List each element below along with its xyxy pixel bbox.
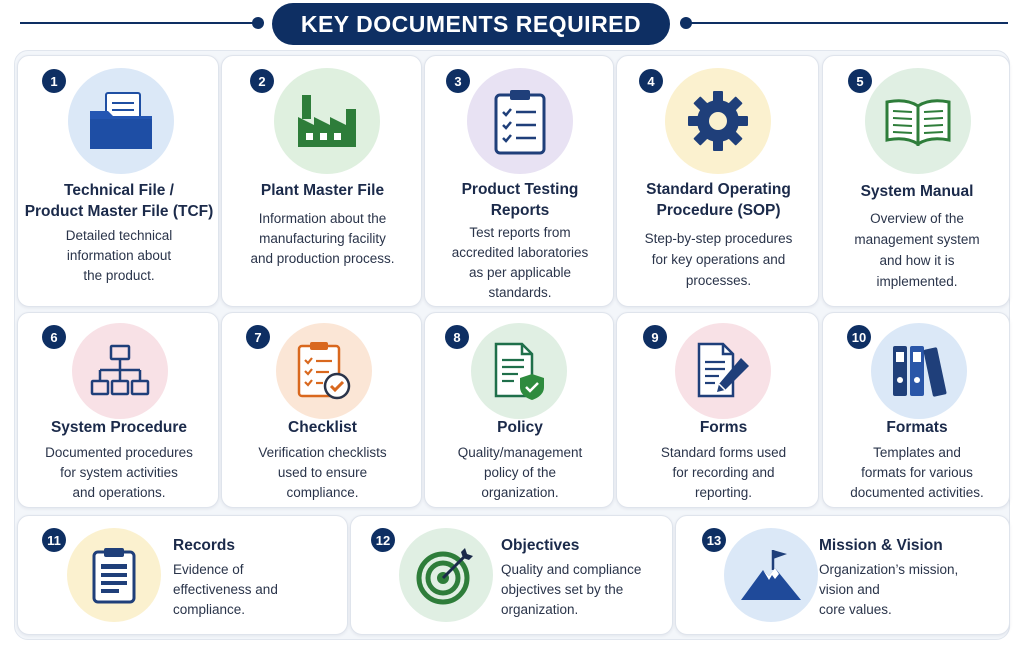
- document-card-system-procedure: [17, 312, 219, 508]
- number-badge: 8: [445, 325, 469, 349]
- card-description-line: for key operations and: [651, 252, 786, 267]
- card-description-line: formats for various: [861, 465, 973, 480]
- card-description-line: organization.: [501, 602, 579, 617]
- page-title: KEY DOCUMENTS REQUIRED: [272, 3, 670, 45]
- number-badge: 1: [42, 69, 66, 93]
- card-description-line: Verification checklists: [258, 445, 387, 460]
- card-description-line: Templates and: [873, 445, 961, 460]
- card-title: Formats: [886, 419, 948, 436]
- card-description-line: Documented procedures: [45, 445, 193, 460]
- icon-circle: [276, 323, 372, 419]
- card-description-line: Organization’s mission,: [819, 562, 959, 577]
- icon-circle: [399, 528, 493, 622]
- records-clipboard-icon: [90, 546, 138, 604]
- policy-shield-icon: [490, 340, 548, 402]
- icon-circle: [871, 323, 967, 419]
- form-pencil-icon: [693, 340, 753, 402]
- open-book-icon: [883, 96, 953, 146]
- factory-icon: [294, 91, 360, 151]
- number-badge: 11: [42, 528, 66, 552]
- header-line-right: [690, 22, 1008, 24]
- card-description-line: core values.: [819, 602, 892, 617]
- clipboard-checklist-icon: [492, 87, 548, 155]
- card-description-line: and operations.: [72, 485, 166, 500]
- number-badge: 3: [446, 69, 470, 93]
- card-description-line: Step-by-step procedures: [644, 231, 793, 246]
- card-title-line-2: Product Master File (TCF): [24, 203, 214, 220]
- card-description-line: documented activities.: [850, 485, 984, 500]
- card-title: System Manual: [860, 183, 974, 200]
- document-card-formats: [822, 312, 1010, 508]
- document-card-mission-vision: [675, 515, 1010, 635]
- document-card-technical-file: [17, 55, 219, 307]
- icon-circle: [67, 528, 161, 622]
- header-line-left: [20, 22, 258, 24]
- icon-circle: [675, 323, 771, 419]
- document-card-policy: [424, 312, 614, 508]
- card-description-line: used to ensure: [277, 465, 368, 480]
- number-badge: 2: [250, 69, 274, 93]
- card-description-line: organization.: [481, 485, 559, 500]
- document-card-checklist: [221, 312, 422, 508]
- icon-circle: [274, 68, 380, 174]
- gear-icon: [686, 89, 750, 153]
- flowchart-icon: [90, 343, 150, 399]
- card-description-line: information about: [66, 248, 172, 263]
- header-dot-left: [252, 17, 264, 29]
- card-description-line: Evidence of: [173, 562, 244, 577]
- card-title: Technical File /: [64, 182, 174, 199]
- number-badge: 9: [643, 325, 667, 349]
- icon-circle: [865, 68, 971, 174]
- card-description-line: effectiveness and: [173, 582, 278, 597]
- card-title: Policy: [497, 419, 543, 436]
- target-icon: [415, 544, 477, 606]
- card-description-line: and production process.: [250, 251, 395, 266]
- card-title: System Procedure: [50, 419, 188, 436]
- card-description-line: vision and: [819, 582, 880, 597]
- card-description-line: manufacturing facility: [259, 231, 386, 246]
- number-badge: 5: [848, 69, 872, 93]
- card-description-line: compliance.: [173, 602, 246, 617]
- icon-circle: [72, 323, 168, 419]
- checklist-icon: [295, 340, 353, 402]
- document-card-plant-master-file: [221, 55, 422, 307]
- card-description-line: standards.: [488, 285, 552, 300]
- number-badge: 7: [246, 325, 270, 349]
- card-description-line: Standard forms used: [660, 445, 787, 460]
- document-card-sop: [616, 55, 819, 307]
- card-description-line: Quality and compliance: [501, 562, 642, 577]
- card-description-line: Information about the: [258, 211, 387, 226]
- card-description-line: Detailed technical: [65, 228, 173, 243]
- card-title: Checklist: [288, 419, 357, 436]
- document-card-forms: [616, 312, 819, 508]
- card-title-line-2: Reports: [490, 202, 550, 219]
- document-card-objectives: [350, 515, 673, 635]
- header: [0, 0, 1024, 48]
- number-badge: 13: [702, 528, 726, 552]
- mountain-flag-icon: [739, 546, 803, 604]
- card-description-line: objectives set by the: [501, 582, 624, 597]
- icon-circle: [665, 68, 771, 174]
- card-description-line: for recording and: [672, 465, 775, 480]
- card-description-line: policy of the: [483, 465, 557, 480]
- icon-circle: [471, 323, 567, 419]
- card-title: Plant Master File: [260, 182, 385, 199]
- icon-circle: [724, 528, 818, 622]
- icon-circle: [68, 68, 174, 174]
- number-badge: 10: [847, 325, 871, 349]
- card-title: Objectives: [501, 537, 580, 554]
- card-description-line: for system activities: [60, 465, 178, 480]
- card-description-line: Test reports from: [469, 225, 571, 240]
- card-description-line: the product.: [83, 268, 155, 283]
- number-badge: 4: [639, 69, 663, 93]
- card-description-line: management system: [854, 232, 980, 247]
- card-description-line: Overview of the: [870, 211, 964, 226]
- card-description-line: processes.: [685, 273, 752, 288]
- card-description-line: as per applicable: [468, 265, 572, 280]
- document-card-system-manual: [822, 55, 1010, 307]
- card-description-line: accredited laboratories: [451, 245, 589, 260]
- document-card-records: [17, 515, 348, 635]
- card-description-line: implemented.: [876, 274, 958, 289]
- card-title: Mission & Vision: [819, 537, 943, 554]
- card-title: Standard Operating: [646, 181, 791, 198]
- binders-icon: [889, 342, 949, 400]
- card-description-line: and how it is: [879, 253, 955, 268]
- card-title: Product Testing: [461, 181, 579, 198]
- card-title-line-2: Procedure (SOP): [656, 202, 781, 219]
- number-badge: 12: [371, 528, 395, 552]
- number-badge: 6: [42, 325, 66, 349]
- folder-document-icon: [86, 89, 156, 153]
- card-description-line: compliance.: [286, 485, 359, 500]
- card-title: Records: [173, 537, 236, 554]
- document-card-product-testing-reports: [424, 55, 614, 307]
- card-description-line: Quality/management: [457, 445, 583, 460]
- card-description-line: reporting.: [694, 485, 753, 500]
- icon-circle: [467, 68, 573, 174]
- card-title: Forms: [699, 419, 748, 436]
